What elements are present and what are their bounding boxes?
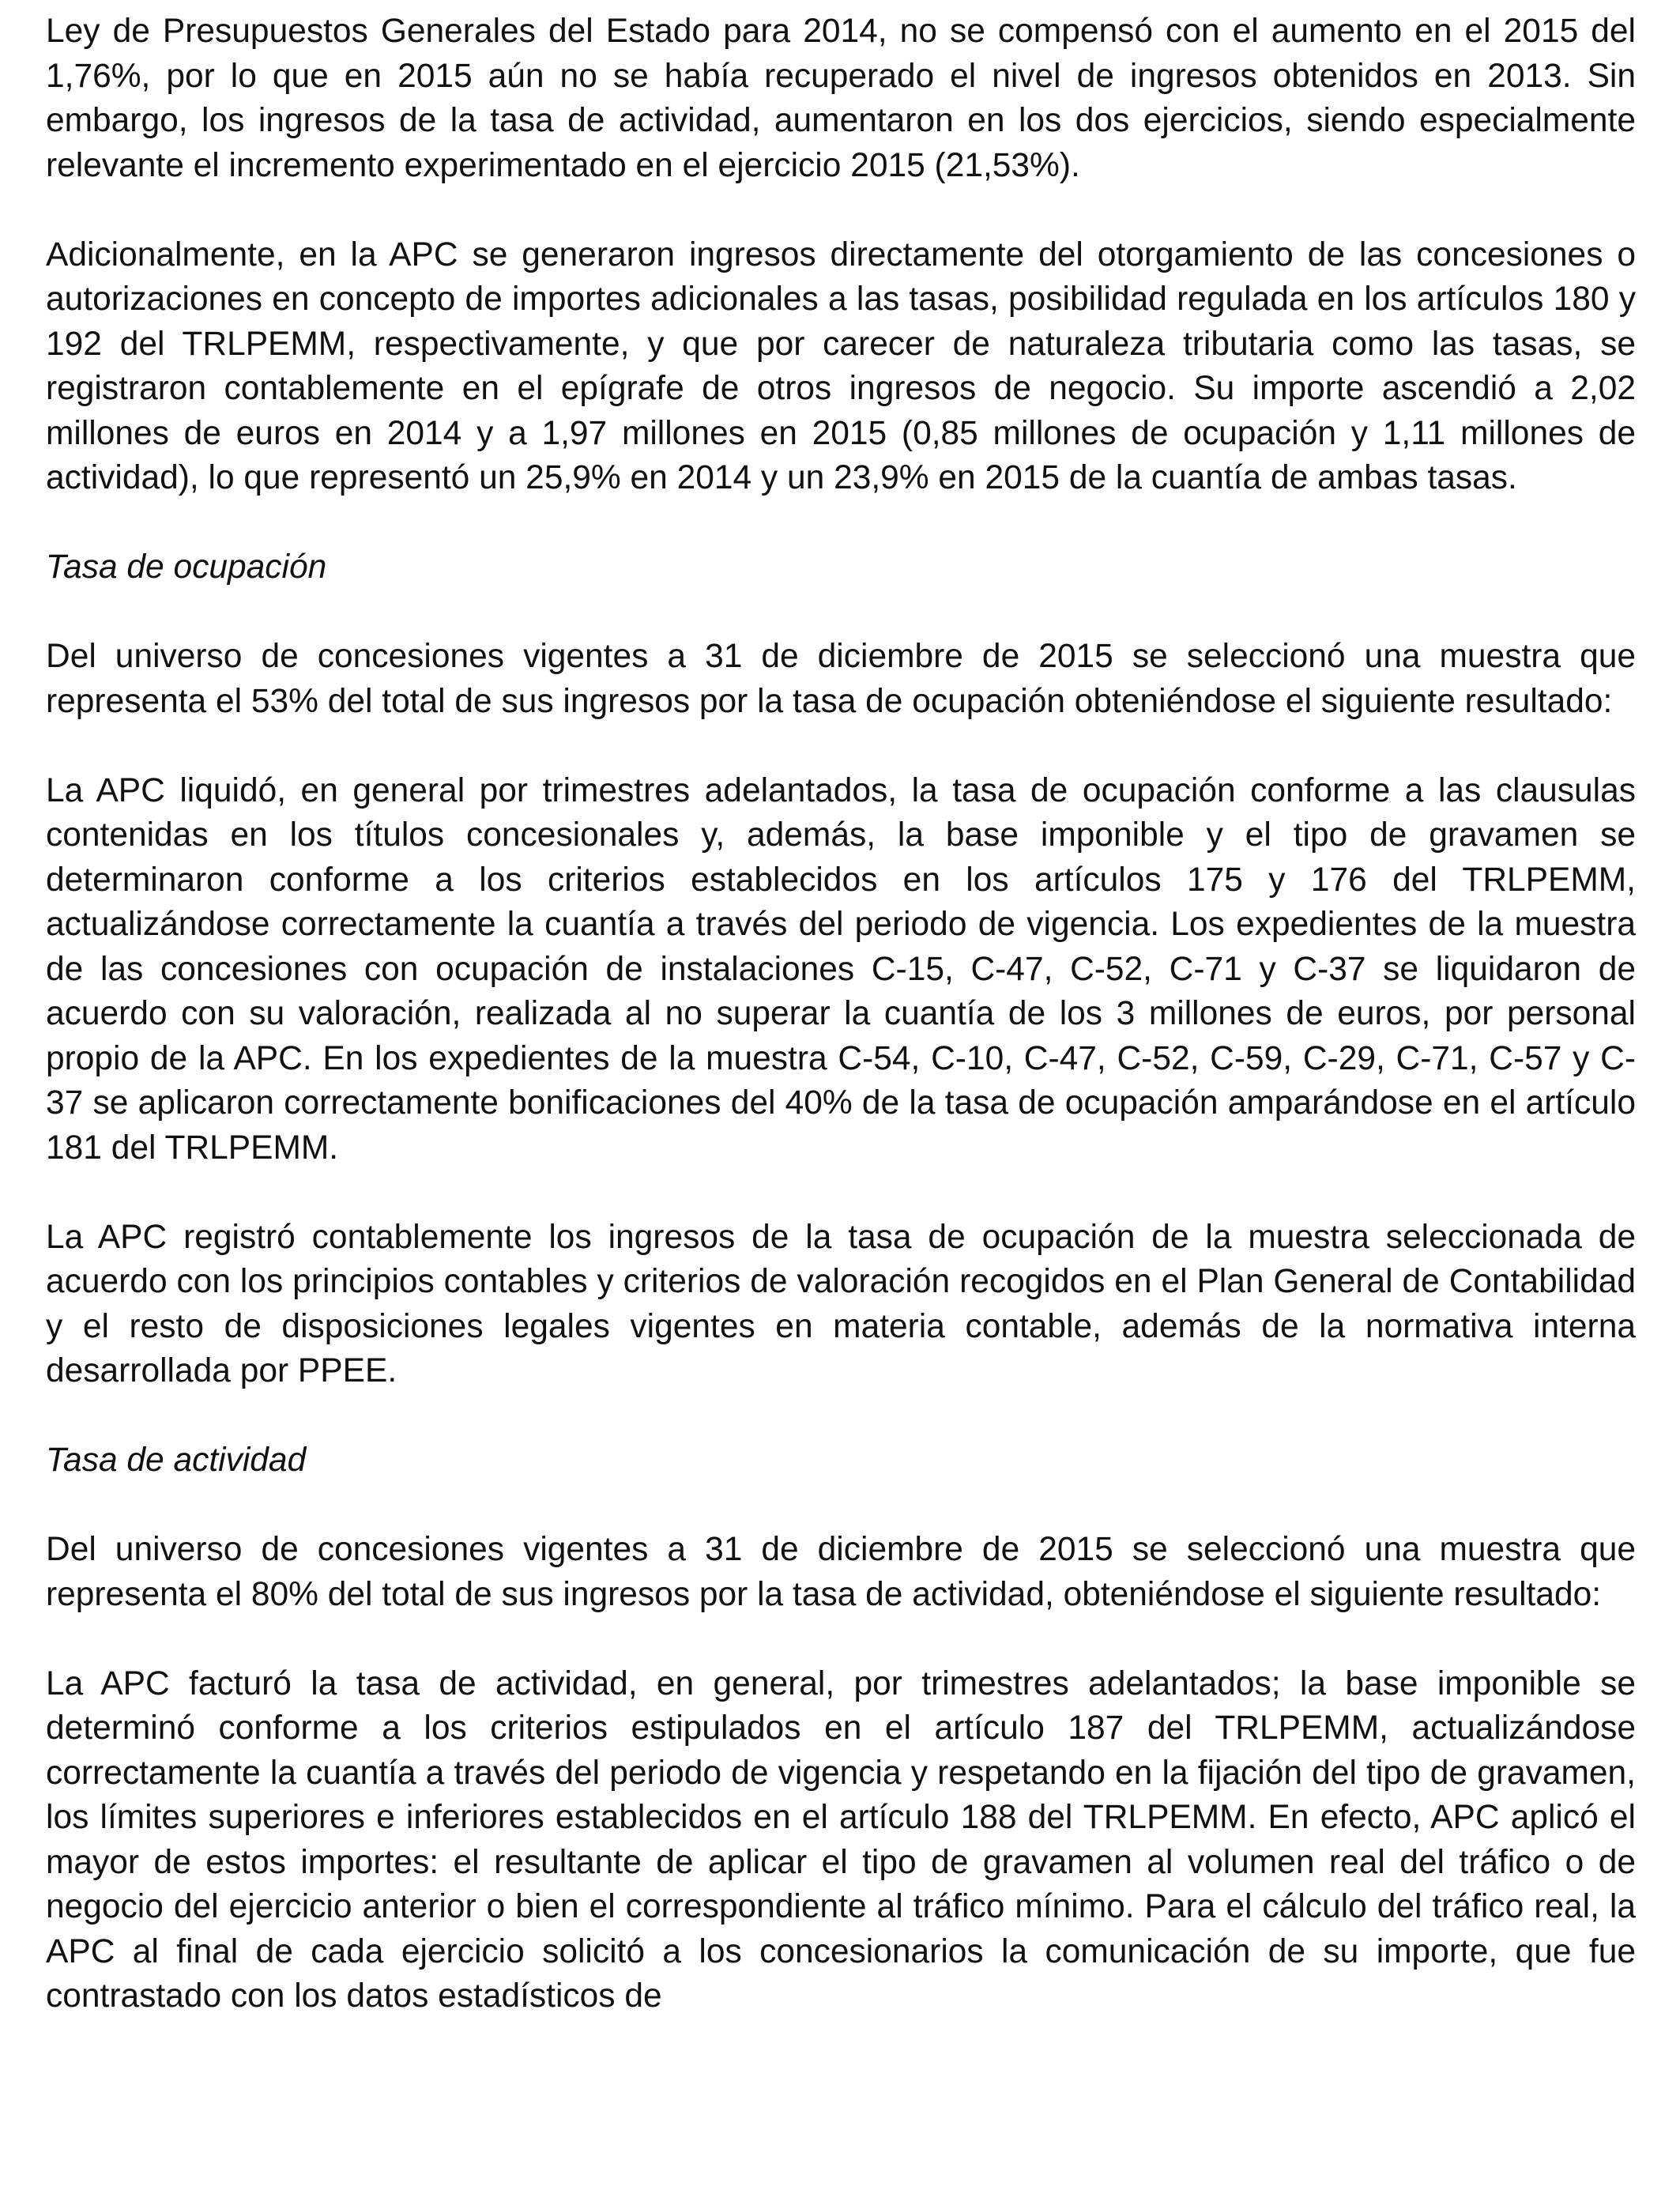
paragraph-ocupacion-sample: Del universo de concesiones vigentes a 31 de diciembre de 2015 se seleccionó una muestra que representa el 53% del total de sus ingresos por la tasa de ocupación obteniéndose el siguiente resultado:: [46, 638, 1636, 720]
paragraph-ocupacion-accounting: La APC registró contablemente los ingresos de la tasa de ocupación de la muestra seleccionada de acuerdo con los principios contables y criterios de valoración recogidos en el Plan General de Contabilidad y el resto de disposiciones legales vigentes en materia contable, además de la normativa interna desarrollada por PPEE.: [46, 1218, 1636, 1389]
paragraph-actividad-billing: La APC facturó la tasa de actividad, en general, por trimestres adelantados; la base imponible se determinó conforme a los criterios estipulados en el artículo 187 del TRLPEMM, actualizándose correctamente la cuantía a través del periodo de vigencia y respetando en la fijación del tipo de gravamen, los límites superiores e inferiores establecidos en el artículo 188 del TRLPEMM. En efecto, APC aplicó el mayor de estos importes: el resultante de aplicar el tipo de gravamen al volumen real del tráfico o de negocio del ejercicio anterior o bien el correspondiente al tráfico mínimo. Para el cálculo del tráfico real, la APC al final de cada ejercicio solicitó a los concesionarios la comunicación de su importe, que fue contrastado con los datos estadísticos de: [46, 1664, 1636, 2015]
heading-tasa-actividad: Tasa de actividad: [46, 1442, 307, 1479]
paragraph-income-comparison: Ley de Presupuestos Generales del Estado para 2014, no se compensó con el aumento en el 2015 del 1,76%, por lo que en 2015 aún no se había recuperado el nivel de ingresos obtenidos en 2013. Sin embargo, los ingresos de la tasa de actividad, aumentaron en los dos ejercicios, siendo especialmente relevante el incremento experimentado en el ejercicio 2015 (21,53%).: [46, 13, 1636, 184]
heading-tasa-ocupacion: Tasa de ocupación: [46, 548, 327, 586]
document-page: [46, 9, 1636, 2064]
paragraph-ocupacion-liquidation: La APC liquidó, en general por trimestres adelantados, la tasa de ocupación conforme a las clausulas contenidas en los títulos concesionales y, además, la base imponible y el tipo de gravamen se determinaron conforme a los criterios establecidos en los artículos 175 y 176 del TRLPEMM, actualizándose correctamente la cuantía a través del periodo de vigencia. Los expedientes de la muestra de las concesiones con ocupación de instalaciones C-15, C-47, C-52, C-71 y C-37 se liquidaron de acuerdo con su valoración, realizada al no superar la cuantía de los 3 millones de euros, por personal propio de la APC. En los expedientes de la muestra C-54, C-10, C-47, C-52, C-59, C-29, C-71, C-57 y C-37 se aplicaron correctamente bonificaciones del 40% de la tasa de ocupación amparándose en el artículo 181 del TRLPEMM.: [46, 771, 1636, 1167]
paragraph-additional-amounts: Adicionalmente, en la APC se generaron ingresos directamente del otorgamiento de las concesiones o autorizaciones en concepto de importes adicionales a las tasas, posibilidad regulada en los artículos 180 y 192 del TRLPEMM, respectivamente, y que por carecer de naturaleza tributaria como las tasas, se registraron contablemente en el epígrafe de otros ingresos de negocio. Su importe ascendió a 2,02 millones de euros en 2014 y a 1,97 millones en 2015 (0,85 millones de ocupación y 1,11 millones de actividad), lo que representó un 25,9% en 2014 y un 23,9% en 2015 de la cuantía de ambas tasas.: [46, 236, 1636, 496]
paragraph-actividad-sample: Del universo de concesiones vigentes a 31 de diciembre de 2015 se seleccionó una muestra que representa el 80% del total de sus ingresos por la tasa de actividad, obteniéndose el siguiente resultado:: [46, 1531, 1636, 1613]
